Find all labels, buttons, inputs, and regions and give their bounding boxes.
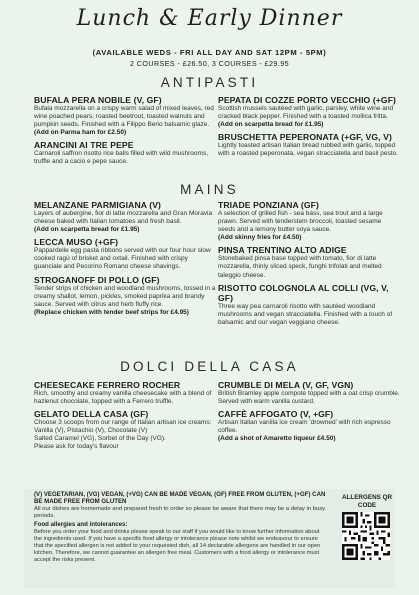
menu-item [34,95,216,137]
item-description: Scottish mussels sautéed with garlic, parsley, white wine and cracked black pepper. Finished with a toasted mollica fritta. [218,105,394,121]
qr-code-label: ALLERGENS QR CODE [341,494,393,509]
item-name: ARANCINI AI TRE PEPE [34,140,134,151]
availability-note: (AVAILABLE WEDS - FRI ALL DAY AND SAT 12PM - 5PM) [92,48,327,57]
section-heading-mains: MAINS [180,182,239,197]
course-pricing: 2 COURSES - £26.50, 3 COURSES - £29.95 [129,59,289,68]
item-name: CRUMBLE DI MELA (V, GF, VGN) [218,380,354,390]
item-name: LECCA MUSO (+GF) [34,237,119,248]
menu-title: Lunch & Early Dinner [76,6,343,31]
item-addon: (Replace chicken with tender beef strips for £4.95) [34,308,189,316]
item-description: Lightly toasted artisan Italian bread rubbed with garlic, topped with a roasted peperonata, vegan stracciatella and basil pesto. [218,142,398,158]
flavour-line: Please ask for today's flavour [34,443,119,451]
item-description: British Bramley apple compote topped with a oat crisp crumble. Served with warm vanilla custard. [218,390,400,406]
item-addon: (Add a shot of Amaretto liqueur £4.50) [218,435,336,443]
menu-item [218,132,400,158]
item-name: BUFALA PERA NOBILE (V, GF) [34,95,162,105]
dietary-legend: (V) VEGETARIAN, (VG) VEGAN, (+VG) CAN BE MADE VEGAN, (GF) FREE FROM GLUTEN, (+GF) CAN BE MADE FREE FROM GLUTEN [34,491,326,506]
menu-item [34,380,216,406]
menu-item [34,409,216,451]
item-name: STROGANOFF DI POLLO (GF) [34,274,160,285]
item-addon: (Add on scarpetta bread for £1.95) [34,226,140,234]
preparation-notice: All our dishes are homemade and prepared fresh to order so please be aware that there may be a delay in busy periods. [34,505,326,519]
antipasti-left-column [34,95,216,170]
dolci-left-column [34,380,216,455]
item-name: RISOTTO COLOGNOLA AL COLLI (VG, V, GF) [218,282,389,303]
item-name: MELANZANE PARMIGIANA (V) [34,200,162,210]
allergy-disclaimer: Before you order your food and drinks please speak to our staff if you would like to know further information about the ingredients used. If you have a specific food allergy or intolerance please note whilst we endeavour to ensure that the specified allergen is not added to your requested dish, all 14 declarable allergens are handled in our open kitchen. Therefore, we cannot guarantee an allergen free meal. Customers with a food allergy or intolerance must accept the risks present. [34,528,321,564]
section-heading-antipasti: ANTIPASTI [160,75,259,90]
item-description: Artisan Italian vanilla ice cream 'drowned' with rich espresso coffee. [218,419,391,435]
flavour-line: Salted Caramel (VG), Sorbet of the Day (VG). [34,435,166,443]
item-addon: (Add skinny fries for £4.50) [218,234,302,242]
item-name: PEPATA DI COZZE PORTO VECCHIO (+GF) [218,95,397,105]
item-description: Stonebaked pinsa base topped with tomato, fior di latte mozzarella, thinly sliced speck, funghi trifolati and melted taleggio cheese. [218,255,382,279]
menu-item [34,140,216,166]
item-description: Three way pea carnaroli risotto with sautéed woodland mushrooms and vegan stracciatella. Finished with a touch of balsamic and our vegan veggiano cheese. [218,302,393,326]
dolci-right-column [218,380,400,446]
flavour-line: Vanilla (V), Pistachio (V), Chocolate (V) [34,427,148,435]
allergy-heading: Food allergies and intolerances: [34,521,128,529]
item-description: Layers of aubergine, fior di latte mozzarella and Gran Moravia cheese baked with Italian tomatoes and fresh basil. [34,210,213,226]
menu-item [218,409,400,443]
menu-item [218,200,400,242]
item-description: Carnaroli saffron risotto rice balls filled with wild mushrooms, truffle and a cacio e pepe sauce. [34,150,208,166]
item-name: GELATO DELLA CASA (GF) [34,409,149,420]
allergen-info-text [34,491,328,564]
item-name: BRUSCHETTA PEPERONATA (+GF, VG, V) [218,132,392,143]
menu-item [218,380,400,406]
qr-code-icon[interactable] [342,512,390,560]
item-description: A selection of grilled fish - sea bass, sea trout and a large prawn. Served with tenderstem broccoli, toasted sesame seeds and a lemony butter soya sauce. [218,210,383,234]
item-name: CAFFÈ AFFOGATO (V, +GF) [218,409,334,420]
menu-item [34,237,216,271]
mains-left-column [34,200,216,320]
item-addon: (Add on scarpetta bread for £1.95) [218,121,324,129]
menu-item [218,245,400,279]
mains-right-column [218,200,400,330]
menu-item [34,275,216,317]
item-description: Choose 3 scoops from our range of Italian artisan ice creams: [34,419,212,427]
item-name: CHEESECAKE FERRERO ROCHER [34,380,181,390]
item-name: PINSA TRENTINO ALTO ADIGE [218,245,347,256]
item-description: Bufala mozzarella on a crispy warm salad of mixed leaves, red wine poached pears, roasted beetroot, toasted walnuts and pumpkin seeds. Finished with a Filippo Berio balsamic glaze. [34,105,214,129]
item-description: Pappardelle egg pasta ribbons served with our four hour slow cooked ragù of brisket and oxtail. Finished with crispy guanciale and Pecorino Romano cheese shavings. [34,247,211,271]
menu-item [34,200,216,234]
item-addon: (Add on Parma ham for £2.50) [34,129,127,137]
antipasti-right-column [218,95,400,161]
menu-item [218,95,400,129]
item-name: TRIADE PONZIANA (GF) [218,200,319,210]
menu-item [218,283,400,327]
item-description: Tender strips of chicken and woodland mushrooms, tossed in a creamy shallot, lemon, pickles, smoked paprika and brandy sauce. Served with citrus and herb fluffy rice. [34,284,216,308]
item-description: Rich, smoothy and creamy vanilla cheesecake with a blend of hazlenut chocolate, topped with a Ferrero truffle. [34,390,212,406]
section-heading-dolci: DOLCI DELLA CASA [120,359,299,374]
